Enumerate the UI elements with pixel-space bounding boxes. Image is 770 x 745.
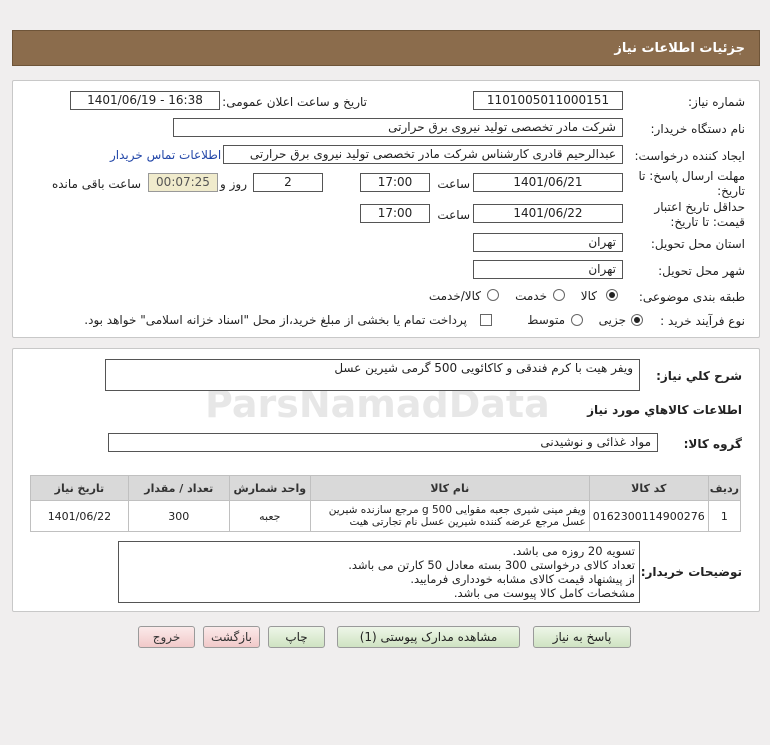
category-radio-service[interactable] [553, 289, 565, 301]
goods-group-field: مواد غذائی و نوشیدنی [108, 433, 658, 452]
buyer-desc-line-2: تعداد کالای درخواستی 300 بسته معادل 50 کارتن می باشد. [348, 558, 635, 572]
col-name: نام کالا [310, 476, 589, 501]
city-field: تهران [473, 260, 623, 279]
category-option-service: خدمت [515, 289, 547, 303]
col-code: کد کالا [589, 476, 708, 501]
remaining-time-field: 00:07:25 [148, 173, 218, 192]
page-title: جزئیات اطلاعات نیاز [614, 41, 745, 56]
buyer-contact-link[interactable]: اطلاعات تماس خریدار [110, 148, 222, 162]
announce-datetime-field: 1401/06/19 - 16:38 [70, 91, 220, 110]
col-qty: تعداد / مقدار [128, 476, 229, 501]
deadline-label-line1: مهلت ارسال پاسخ: تا [638, 169, 745, 183]
category-radio-goods-service[interactable] [487, 289, 499, 301]
page-header [12, 30, 760, 66]
buyer-desc-line-3: از پیشنهاد قیمت کالای مشابه خودداری فرمایید. [410, 572, 635, 586]
announce-datetime-label: تاریخ و ساعت اعلان عمومی: [222, 95, 367, 109]
process-radio-medium[interactable] [571, 314, 583, 326]
city-label: شهر محل تحویل: [658, 264, 745, 278]
validity-label [654, 200, 745, 230]
back-button[interactable]: بازگشت [203, 626, 260, 648]
cell-name: ویفر مینی شیری جعبه مقوایی 500 g مرجع سازنده شیرین عسل مرجع عرضه کننده شیرین عسل نام تجارتی هیت [310, 501, 589, 532]
deadline-label-line2: تاریخ: [717, 184, 745, 198]
days-field: 2 [253, 173, 323, 192]
deadline-time-label: ساعت [437, 177, 470, 191]
need-number-label: شماره نیاز: [688, 95, 745, 109]
requester-label: ایجاد کننده درخواست: [634, 149, 745, 163]
category-radio-goods[interactable] [606, 289, 618, 301]
exit-button[interactable]: خروج [138, 626, 195, 648]
deadline-date-field: 1401/06/21 [473, 173, 623, 192]
treasury-checkbox[interactable] [480, 314, 492, 326]
process-radio-minor[interactable] [631, 314, 643, 326]
col-row: ردیف [708, 476, 740, 501]
category-label: طبقه بندی موضوعی: [638, 290, 745, 304]
process-label: نوع فرآیند خرید : [660, 314, 745, 328]
category-option-goods: کالا [580, 289, 597, 303]
process-option-medium: متوسط [527, 313, 565, 327]
validity-time-label: ساعت [437, 208, 470, 222]
province-label: استان محل تحویل: [650, 237, 745, 251]
days-label: روز و [220, 177, 247, 191]
buyer-desc-box [118, 541, 640, 603]
deadline-label [638, 169, 745, 199]
general-desc-label: شرح کلي نیاز: [656, 369, 742, 383]
attachments-button[interactable]: مشاهده مدارک پیوستی (1) [337, 626, 520, 648]
cell-code: 0162300114900276 [589, 501, 708, 532]
table-row [31, 501, 741, 532]
remaining-time-label: ساعت باقی مانده [51, 177, 141, 191]
treasury-text: پرداخت تمام یا بخشی از مبلغ خرید،از محل "اسناد خزانه اسلامی" خواهد بود. [84, 313, 467, 327]
goods-table [30, 475, 741, 532]
buyer-org-label: نام دستگاه خریدار: [650, 122, 745, 136]
general-desc-field: ویفر هیت با کرم فندقی و کاکائویی 500 گرمی شیرین عسل [105, 359, 640, 391]
col-unit: واحد شمارش [229, 476, 310, 501]
validity-time-field: 17:00 [360, 204, 430, 223]
process-option-minor: جزیی [598, 313, 626, 327]
reply-button[interactable]: پاسخ به نیاز [533, 626, 631, 648]
validity-date-field: 1401/06/22 [473, 204, 623, 223]
validity-label-line2: قیمت: تا تاریخ: [670, 215, 745, 229]
buyer-desc-label: توضیحات خریدار: [640, 565, 742, 579]
print-button[interactable]: چاپ [268, 626, 325, 648]
buyer-org-field: شرکت مادر تخصصی تولید نیروی برق حرارتی [173, 118, 623, 137]
requester-field: عبدالرحیم قادری کارشناس شرکت مادر تخصصی تولید نیروی برق حرارتی [223, 145, 623, 164]
col-date: تاریخ نیاز [31, 476, 129, 501]
need-number-field: 1101005011000151 [473, 91, 623, 110]
validity-label-line1: حداقل تاریخ اعتبار [654, 200, 745, 214]
buyer-desc-line-4: مشخصات کامل کالا پیوست می باشد. [453, 586, 635, 600]
goods-table-header [31, 476, 741, 501]
goods-info-title: اطلاعات کالاهاي مورد نیاز [587, 403, 742, 417]
province-field: تهران [473, 233, 623, 252]
cell-qty: 300 [128, 501, 229, 532]
cell-row: 1 [708, 501, 740, 532]
deadline-time-field: 17:00 [360, 173, 430, 192]
category-option-goods-service: کالا/خدمت [428, 289, 481, 303]
cell-unit: جعبه [229, 501, 310, 532]
buyer-desc-line-1: تسویه 20 روزه می باشد. [512, 544, 635, 558]
cell-date: 1401/06/22 [31, 501, 129, 532]
goods-group-label: گروه کالا: [683, 437, 742, 451]
